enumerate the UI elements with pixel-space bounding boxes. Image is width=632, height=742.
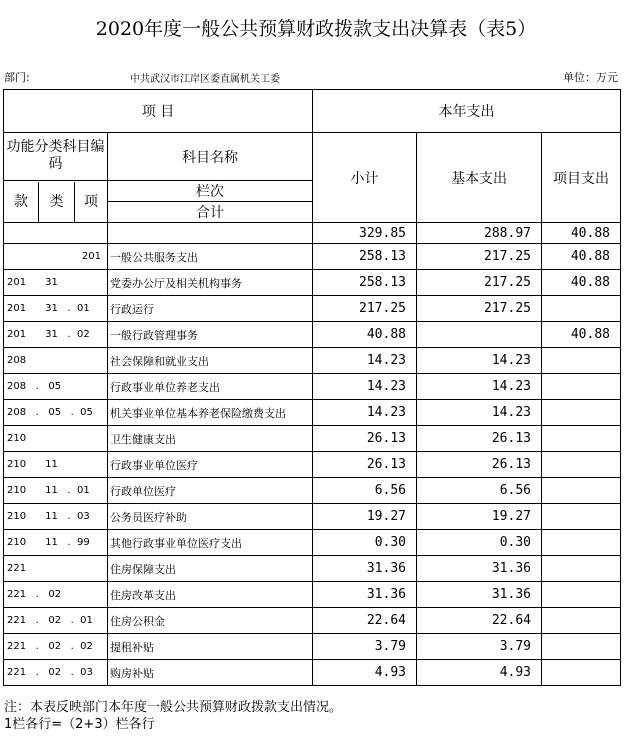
row-project: [542, 504, 621, 530]
row-project: [542, 608, 621, 634]
row-basic: 217.25: [417, 296, 542, 322]
header-total: 合计: [108, 202, 313, 223]
note-line-2: 1栏各行=（2+3）栏各行: [4, 717, 155, 732]
unit-label: 单位：万元: [563, 71, 618, 84]
row-name: 购房补贴: [108, 660, 313, 686]
row-basic: 217.25: [417, 270, 542, 296]
row-code: 201: [4, 244, 108, 270]
row-code: 210 11 . 01: [4, 478, 108, 504]
row-project: [542, 660, 621, 686]
row-subtotal: 26.13: [313, 426, 417, 452]
row-subtotal: 0.30: [313, 530, 417, 556]
row-subtotal: 14.23: [313, 400, 417, 426]
note-line-1: 注：本表反映部门本年度一般公共预算财政拨款支出情况。: [4, 700, 343, 715]
row-basic: 31.36: [417, 582, 542, 608]
row-project: 40.88: [542, 244, 621, 270]
table-row: [4, 296, 621, 322]
row-subtotal: 22.64: [313, 608, 417, 634]
row-code: 208: [4, 348, 108, 374]
row-subtotal: 217.25: [313, 296, 417, 322]
table-row: [4, 556, 621, 582]
row-basic: 6.56: [417, 478, 542, 504]
row-project: [542, 400, 621, 426]
table-row: [4, 634, 621, 660]
table-row: [4, 478, 621, 504]
row-project: [542, 634, 621, 660]
table-row: [4, 530, 621, 556]
row-basic: 22.64: [417, 608, 542, 634]
header-lei: 类: [39, 182, 75, 222]
row-basic: 14.23: [417, 374, 542, 400]
row-project: [542, 348, 621, 374]
header-xiang: 项: [84, 193, 98, 210]
report-title: 2020年度一般公共预算财政拨款支出决算表（表5）: [95, 18, 537, 40]
header-kuan: 款: [4, 182, 39, 222]
row-code: 221 . 02 . 03: [4, 660, 108, 686]
row-subtotal: 258.13: [313, 244, 417, 270]
row-name: 卫生健康支出: [108, 426, 313, 452]
row-subtotal: 26.13: [313, 452, 417, 478]
row-basic: 14.23: [417, 348, 542, 374]
row-project: [542, 530, 621, 556]
row-name: 住房公积金: [108, 608, 313, 634]
table-row: [4, 322, 621, 348]
row-code: 208 . 05: [4, 374, 108, 400]
row-name: 提租补贴: [108, 634, 313, 660]
row-basic: 3.79: [417, 634, 542, 660]
row-subtotal: 4.93: [313, 660, 417, 686]
header-subject-name: 科目名称: [108, 133, 313, 181]
table-row: [4, 426, 621, 452]
header-kuan-lei-xiang: [4, 181, 108, 223]
row-name: 行政事业单位医疗: [108, 452, 313, 478]
total-project: 40.88: [542, 223, 621, 244]
row-name: 社会保障和就业支出: [108, 348, 313, 374]
department-name: 中共武汉市江岸区委直属机关工委: [130, 74, 280, 85]
row-name: 公务员医疗补助: [108, 504, 313, 530]
header-basic: 基本支出: [417, 133, 542, 223]
total-basic: 288.97: [417, 223, 542, 244]
row-project: [542, 426, 621, 452]
header-annual-expense: 本年支出: [313, 90, 621, 133]
row-project: 40.88: [542, 270, 621, 296]
row-basic: 31.36: [417, 556, 542, 582]
row-subtotal: 40.88: [313, 322, 417, 348]
row-code: 201 31 . 02: [4, 322, 108, 348]
row-code: 208 . 05 . 05: [4, 400, 108, 426]
row-project: 40.88: [542, 322, 621, 348]
row-name: 机关事业单位基本养老保险缴费支出: [108, 400, 313, 426]
row-subtotal: 31.36: [313, 582, 417, 608]
row-name: 其他行政事业单位医疗支出: [108, 530, 313, 556]
row-subtotal: 258.13: [313, 270, 417, 296]
row-basic: 14.23: [417, 400, 542, 426]
row-code: 201 31: [4, 270, 108, 296]
row-name: 行政运行: [108, 296, 313, 322]
row-code: 201 31 . 01: [4, 296, 108, 322]
row-name: 住房改革支出: [108, 582, 313, 608]
total-code-cell: [4, 223, 108, 244]
table-row: [4, 504, 621, 530]
header-subtotal: 小计: [313, 133, 417, 223]
row-basic: 26.13: [417, 426, 542, 452]
row-project: [542, 556, 621, 582]
row-subtotal: 31.36: [313, 556, 417, 582]
row-code: 210 11 . 03: [4, 504, 108, 530]
department-label: 部门:: [4, 71, 30, 84]
table-row: [4, 452, 621, 478]
row-code: 210 11 . 99: [4, 530, 108, 556]
table-row: [4, 270, 621, 296]
budget-table: [3, 89, 621, 686]
table-row: [4, 374, 621, 400]
row-subtotal: 3.79: [313, 634, 417, 660]
row-basic: [417, 322, 542, 348]
row-name: 住房保障支出: [108, 556, 313, 582]
row-project: [542, 582, 621, 608]
row-basic: 19.27: [417, 504, 542, 530]
table-row: [4, 608, 621, 634]
row-subtotal: 19.27: [313, 504, 417, 530]
row-code: 221 . 02 . 01: [4, 608, 108, 634]
row-project: [542, 452, 621, 478]
row-subtotal: 14.23: [313, 374, 417, 400]
row-code: 210: [4, 426, 108, 452]
row-subtotal: 6.56: [313, 478, 417, 504]
row-basic: 4.93: [417, 660, 542, 686]
table-row: [4, 348, 621, 374]
table-row: [4, 244, 621, 270]
row-project: [542, 478, 621, 504]
row-name: 行政单位医疗: [108, 478, 313, 504]
header-project: 项目支出: [542, 133, 621, 223]
total-name-cell: [108, 223, 313, 244]
row-basic: 26.13: [417, 452, 542, 478]
header-column-index: 栏次: [108, 181, 313, 202]
row-basic: 217.25: [417, 244, 542, 270]
total-row: [4, 223, 621, 244]
row-name: 行政事业单位养老支出: [108, 374, 313, 400]
row-name: 一般行政管理事务: [108, 322, 313, 348]
header-func-code: 功能分类科目编码: [4, 133, 108, 181]
row-code: 221 . 02: [4, 582, 108, 608]
table-row: [4, 582, 621, 608]
row-basic: 0.30: [417, 530, 542, 556]
row-name: 党委办公厅及相关机构事务: [108, 270, 313, 296]
row-code: 221: [4, 556, 108, 582]
header-item: 项 目: [4, 90, 313, 133]
row-code: 221 . 02 . 02: [4, 634, 108, 660]
row-subtotal: 14.23: [313, 348, 417, 374]
row-project: [542, 296, 621, 322]
table-row: [4, 660, 621, 686]
table-row: [4, 400, 621, 426]
row-code: 210 11: [4, 452, 108, 478]
total-subtotal: 329.85: [313, 223, 417, 244]
row-name: 一般公共服务支出: [108, 244, 313, 270]
row-project: [542, 374, 621, 400]
